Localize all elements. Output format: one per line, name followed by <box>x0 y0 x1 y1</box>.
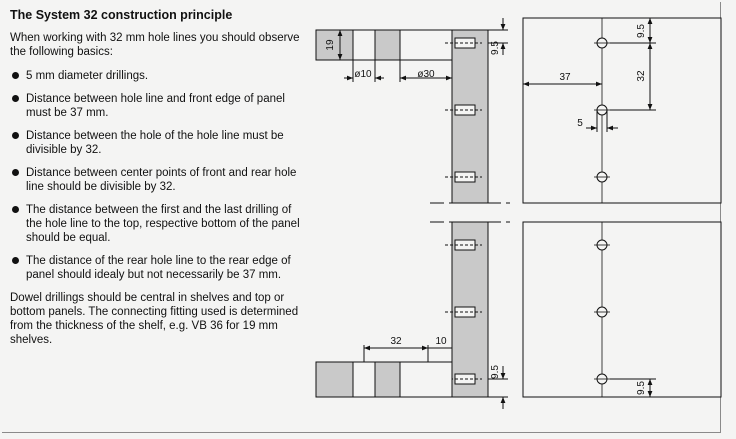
intro-paragraph: When working with 32 mm hole lines you should observe the following basics: <box>10 32 300 58</box>
dim-side-top-offset: 9.5 <box>490 41 501 55</box>
dim-bottom-edge: 10 <box>435 336 447 347</box>
list-item-text: The distance between the first and the last drilling of the hole line to the top, respective bottom of the panel should be equal. <box>26 204 300 244</box>
front-view <box>523 18 721 397</box>
dim-front-bottom-offset: 9.5 <box>636 381 647 395</box>
dim-bottom-spacing: 32 <box>390 336 402 347</box>
dim-front-top-offset: 9.5 <box>636 24 647 38</box>
outro-paragraph: Dowel drillings should be central in shelves and top or bottom panels. The connecting fitting used is determined from the thickness of the shelf, e.g. VB 36 for 19 mm shelves. <box>10 292 299 346</box>
list-item-text: Distance between the hole of the hole line must be divisible by 32. <box>26 130 284 156</box>
dim-side-bottom-offset: 9.5 <box>490 365 501 379</box>
fitting-hole-bottom <box>400 362 452 397</box>
dim-fitting-diameter: ø30 <box>417 69 435 80</box>
list-item-text: The distance of the rear hole line to the rear edge of panel should idealy but not necessarily be 37 mm. <box>26 255 291 281</box>
dim-top-thickness: 19 <box>325 39 336 51</box>
dim-front-distance: 37 <box>559 72 571 83</box>
dowel-hole-bottom <box>353 362 375 397</box>
fitting-hole-top <box>400 30 452 60</box>
list-item-text: Distance between center points of front and rear hole line should be divisible by 32. <box>26 167 297 193</box>
section-view <box>316 18 510 409</box>
dim-hole-diameter: 5 <box>577 118 583 129</box>
dim-hole-pitch: 32 <box>636 70 647 82</box>
dowel-hole-top <box>353 30 375 60</box>
list-item-text: 5 mm diameter drillings. <box>26 70 149 82</box>
list-item-text: Distance between hole line and front edge of panel must be 37 mm. <box>26 93 285 119</box>
dim-dowel-diameter: ø10 <box>354 69 372 80</box>
front-panel-lower <box>523 222 721 397</box>
page-title: The System 32 construction principle <box>10 8 233 22</box>
